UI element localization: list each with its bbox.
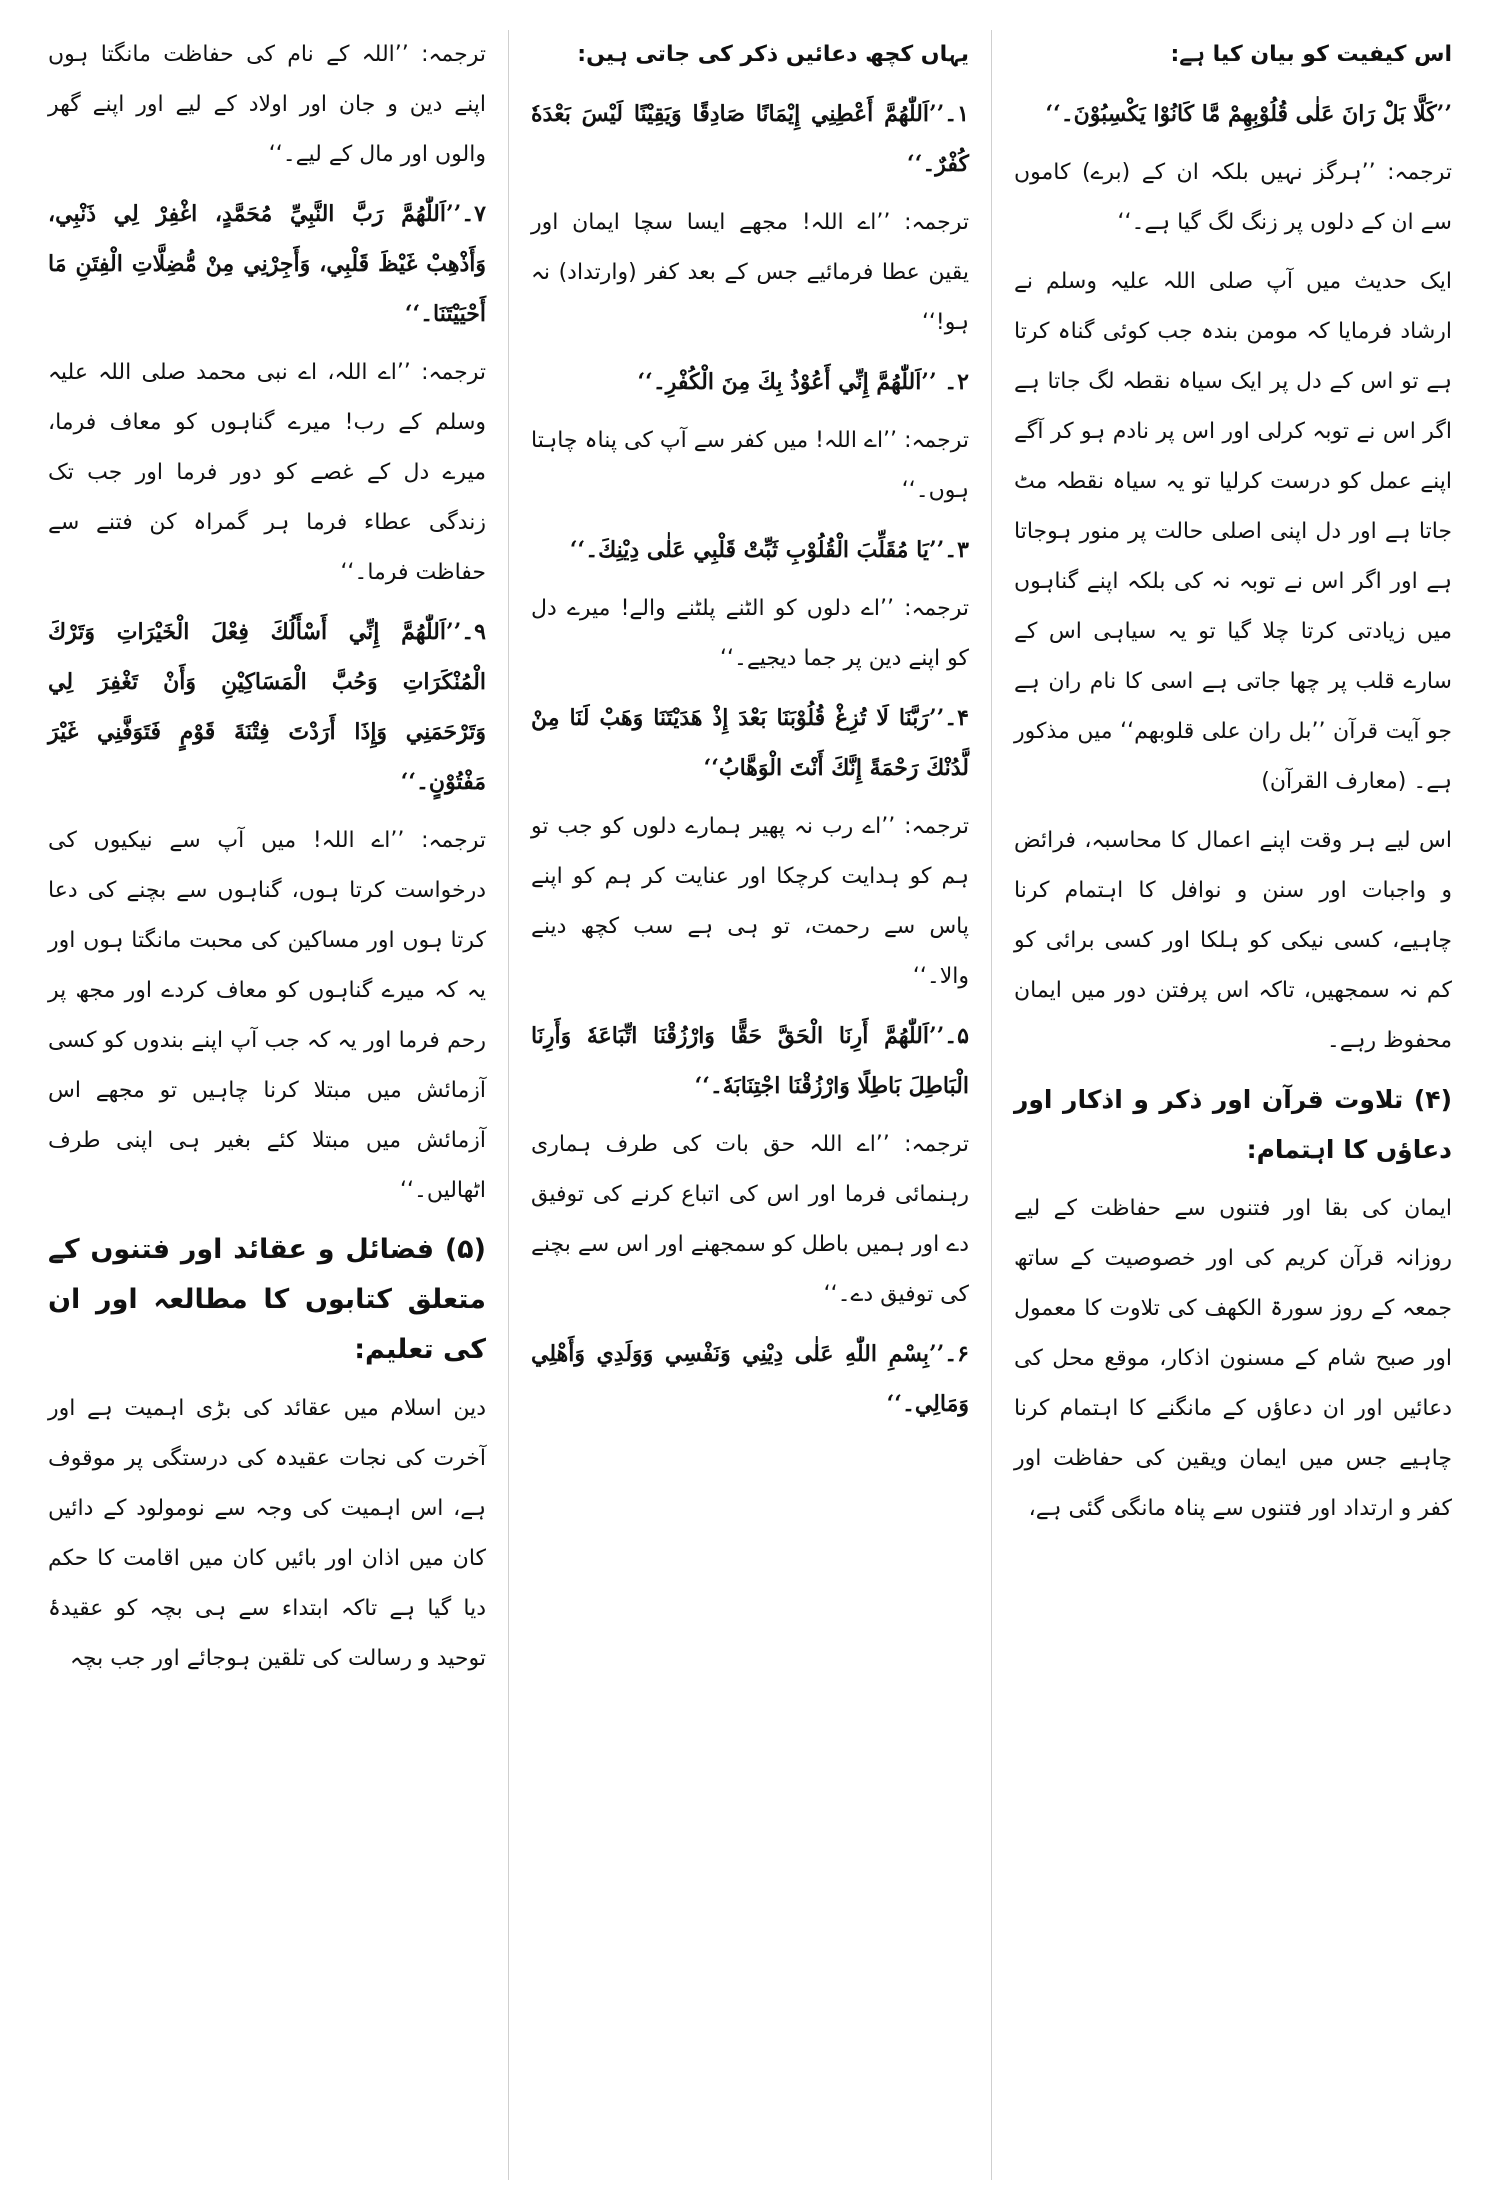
arabic-supplication: ’’كَلَّا بَلْ رَانَ عَلٰى قُلُوْبِهِمْ مَّا كَانُوْا يَكْسِبُوْنَ۔‘‘ [1045,101,1452,127]
arabic-supplication: ۲۔ ’’اَللّٰهُمَّ إِنِّي أَعُوْذُ بِكَ مِنَ الْكُفْرِ۔‘‘ [637,369,969,395]
section-heading: (۴) تلاوت قرآن اور ذکر و اذکار اور دعاؤں کا اہتمام: [1014,1085,1452,1164]
arabic-supplication: ۴۔’’رَبَّنَا لَا تُزِغْ قُلُوْبَنَا بَعْدَ إِذْ هَدَيْتَنَا وَهَبْ لَنَا مِنْ لَّدُنْكَ رَحْمَةً إِنَّكَ أَنْتَ الْوَهَّابُ‘‘ [531,705,969,781]
arabic-supplication: ۷۔’’اَللّٰهُمَّ رَبَّ النَّبِيِّ مُحَمَّدٍ، اغْفِرْ لِي ذَنْبِي، وَأَذْهِبْ غَيْظَ قَلْبِي، وَأَجِرْنِي مِنْ مُّضِلَّاتِ الْفِتَنِ مَا أَحْيَيْتَنَا۔‘‘ [48,201,486,327]
translation-paragraph: ترجمہ: ’’اے دلوں کو الٹنے پلٹنے والے! میرے دل کو اپنے دین پر جما دیجیے۔‘‘ [531,596,969,671]
right-column [991,30,1474,2180]
translation-paragraph: ترجمہ: ’’اے اللہ! مجھے ایسا سچا ایمان اور یقین عطا فرمائیے جس کے بعد کفر (وارتداد) نہ ہو!‘‘ [531,210,969,335]
translation-paragraph: ترجمہ: ’’اے اللہ حق بات کی طرف ہماری رہنمائی فرما اور اس کی اتباع کرنے کی توفیق دے اور ہمیں باطل کو سمجھنے اور اس سے بچنے کی توفیق دے۔‘‘ [531,1132,969,1307]
arabic-supplication: ۳۔’’يَا مُقَلِّبَ الْقُلُوْبِ ثَبِّتْ قَلْبِي عَلٰى دِيْنِكَ۔‘‘ [569,537,969,563]
intro-line: یہاں کچھ دعائیں ذکر کی جاتی ہیں: [577,42,969,67]
paragraph: اس لیے ہر وقت اپنے اعمال کا محاسبہ، فرائض و واجبات اور سنن و نوافل کا اہتمام کرنا چاہیے، کسی نیکی کو ہلکا اور کسی برائی کو کم نہ سمجھیں، تاکہ اس پرفتن دور میں ایمان محفوظ رہے۔ [1014,828,1452,1053]
translation-paragraph: ترجمہ: ’’اے اللہ، اے نبی محمد صلی اللہ علیہ وسلم کے رب! میرے گناہوں کو معاف فرما، میرے دل کے غصے کو دور فرما اور جب تک زندگی عطاء فرما ہر گمراہ کن فتنے سے حفاظت فرما۔‘‘ [48,360,486,585]
translation-paragraph: ترجمہ: ’’اے رب نہ پھیر ہمارے دلوں کو جب تو ہم کو ہدایت کرچکا اور عنایت کر ہم کو اپنے پاس سے رحمت، تو ہی ہے سب کچھ دینے والا۔‘‘ [531,814,969,989]
arabic-supplication: ۱۔’’اَللّٰهُمَّ أَعْطِنِي إِيْمَانًا صَادِقًا وَيَقِيْنًا لَيْسَ بَعْدَهٗ كُفْرٌ۔‘‘ [531,101,969,177]
translation-paragraph: ترجمہ: ’’اللہ کے نام کی حفاظت مانگتا ہوں اپنے دین و جان اور اولاد کے لیے اور اپنے گھر والوں اور مال کے لیے۔‘‘ [48,42,486,167]
arabic-supplication: ۵۔’’اَللّٰهُمَّ أَرِنَا الْحَقَّ حَقًّا وَارْزُقْنَا اتِّبَاعَهٗ وَأَرِنَا الْبَاطِلَ بَاطِلًا وَارْزُقْنَا اجْتِنَابَهٗ۔‘‘ [531,1023,969,1099]
paragraph: ایک حدیث میں آپ صلی اللہ علیہ وسلم نے ارشاد فرمایا کہ مومن بندہ جب کوئی گناہ کرتا ہے تو اس کے دل پر ایک سیاہ نقطہ لگ جاتا ہے اگر اس نے توبہ کرلی اور اس پر نادم ہو کر آگے اپنے عمل کو درست کرلیا تو یہ سیاہ نقطہ مٹ جاتا ہے اور دل اپنی اصلی حالت پر منور ہوجاتا ہے اور اگر اس نے توبہ نہ کی بلکہ اپنے گناہوں میں زیادتی کرتا چلا گیا تو یہ سیاہی اس کے سارے قلب پر چھا جاتی ہے اسی کا نام ران ہے جو آیت قرآن ’’بل ران علی قلوبھم‘‘ میں مذکور ہے۔ (معارف القرآن) [1014,269,1452,794]
translation-paragraph: ترجمہ: ’’اے اللہ! میں آپ سے نیکیوں کی درخواست کرتا ہوں، گناہوں سے بچنے کی دعا کرتا ہوں اور مساکین کی محبت مانگتا ہوں اور یہ کہ میرے گناہوں کو معاف کردے اور مجھ پر رحم فرما اور یہ کہ جب آپ اپنے بندوں کو کسی آزمائش میں مبتلا کرنا چاہیں تو مجھے اس آزمائش میں مبتلا کئے بغیر ہی اپنی طرف اٹھالیں۔‘‘ [48,828,486,1203]
section-heading: (۵) فضائل و عقائد اور فتنوں کے متعلق کتابوں کا مطالعہ اور ان کی تعلیم: [48,1234,486,1365]
translation-paragraph: ترجمہ: ’’ہرگز نہیں بلکہ ان کے (برے) کاموں سے ان کے دلوں پر زنگ لگ گیا ہے۔‘‘ [1014,160,1452,235]
middle-column [508,30,991,2180]
arabic-supplication: ۶۔’’بِسْمِ اللّٰهِ عَلٰى دِيْنِي وَنَفْسِي وَوَلَدِي وَأَهْلِي وَمَالِي۔‘‘ [531,1341,969,1417]
translation-paragraph: ترجمہ: ’’اے اللہ! میں کفر سے آپ کی پناہ چاہتا ہوں۔‘‘ [531,428,969,503]
arabic-supplication: ۹۔’’اَللّٰهُمَّ إِنِّي أَسْأَلُكَ فِعْلَ الْخَيْرَاتِ وَتَرْكَ الْمُنْكَرَاتِ وَحُبَّ الْمَسَاكِيْنِ وَأَنْ تَغْفِرَ لِي وَتَرْحَمَنِي وَإِذَا أَرَدْتَ فِتْنَةَ قَوْمٍ فَتَوَفَّنِي غَيْرَ مَفْتُوْنٍ۔‘‘ [48,619,486,795]
left-column [26,30,508,2180]
paragraph: دین اسلام میں عقائد کی بڑی اہمیت ہے اور آخرت کی نجات عقیدہ کی درستگی پر موقوف ہے، اس اہمیت کی وجہ سے نومولود کے دائیں کان میں اذان اور بائیں کان میں اقامت کا حکم دیا گیا ہے تاکہ ابتداء سے ہی بچہ کو عقیدۂ توحید و رسالت کی تلقین ہوجائے اور جب بچہ [48,1396,486,1671]
intro-line: اس کیفیت کو بیان کیا ہے: [1170,42,1452,67]
paragraph: ایمان کی بقا اور فتنوں سے حفاظت کے لیے روزانہ قرآن کریم کی اور خصوصیت کے ساتھ جمعہ کے روز سورۃ الکھف کی تلاوت کا معمول اور صبح شام کے مسنون اذکار، موقع محل کی دعائیں اور ان دعاؤں کے مانگنے کا اہتمام کرنا چاہیے جس میں ایمان ویقین کی حفاظت اور کفر و ارتداد اور فتنوں سے پناہ مانگی گئی ہے، [1014,1196,1452,1521]
